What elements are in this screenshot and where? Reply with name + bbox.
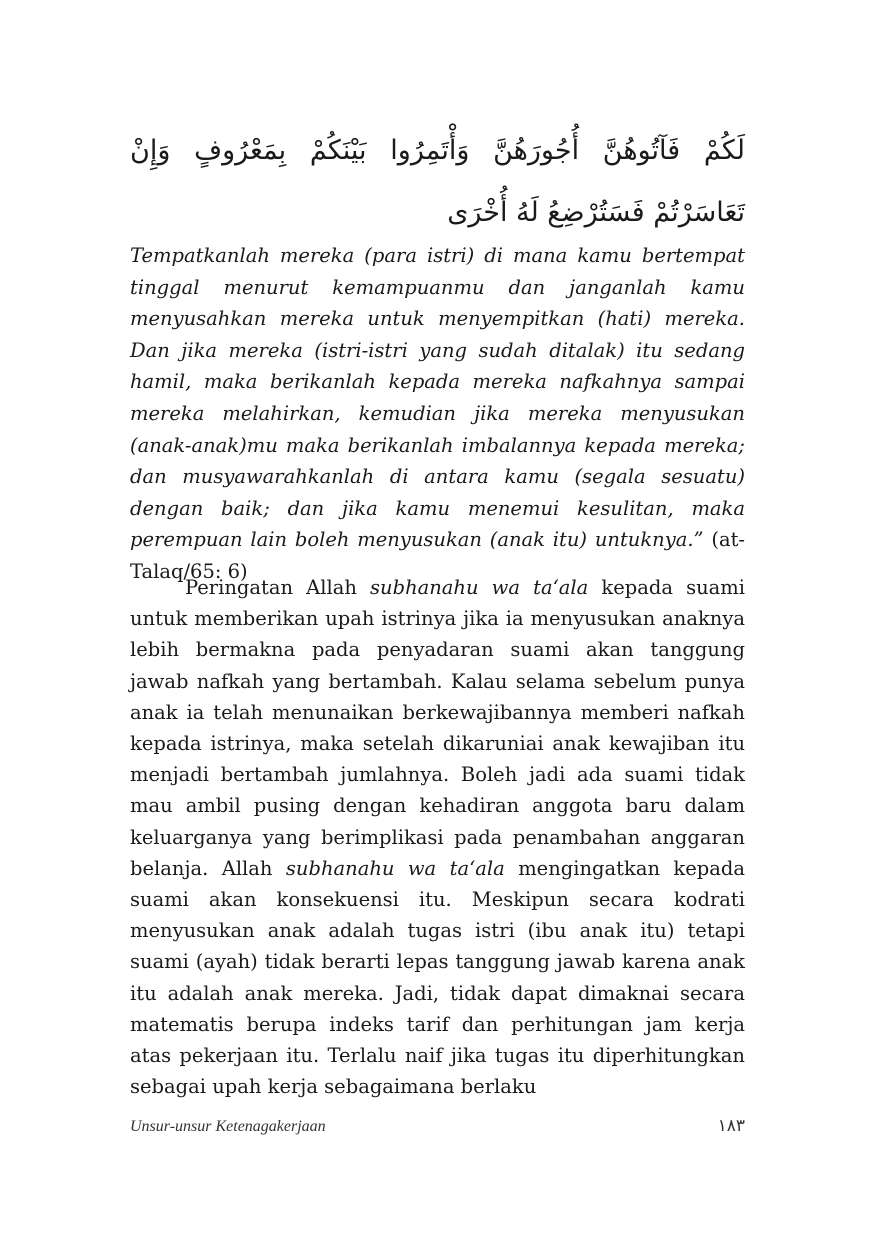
arabic-verse: لَكُمْ فَآتُوهُنَّ أُجُورَهُنَّ وَأْتَمِرُوا بَيْنَكُمْ بِمَعْرُوفٍ وَإِنْ تَعَاسَرْتُمْ فَسَتُرْضِعُ لَهُ أُخْرَى <box>130 135 745 228</box>
verse-translation <box>130 240 745 588</box>
paragraph-part-3: mengingatkan kepada suami akan konsekuensi itu. Meskipun secara kodrati menyusukan anak adalah tugas istri (ibu anak itu) tetapi suami (ayah) tidak berarti lepas tanggung jawab karena anak itu adalah anak mereka. Jadi, tidak dapat dimaknai secara matematis berupa indeks tarif dan perhitungan jam kerja atas pekerjaan itu. Terlalu naif jika tugas itu diperhitungkan sebagai upah kerja sebagaimana berlaku <box>130 856 745 1099</box>
paragraph-italic-1: subhanahu wa ta‘ala <box>370 576 589 599</box>
footer-book-title: Unsur-unsur Ketenagakerjaan <box>130 1118 326 1135</box>
paragraph-italic-2: subhanahu wa ta‘ala <box>285 856 505 880</box>
translation-citation: (at-Talaq/65: 6) <box>130 528 745 583</box>
page-footer <box>130 1118 745 1148</box>
body-paragraph <box>130 572 745 1102</box>
book-page <box>130 0 745 1240</box>
paragraph-part-1: Peringatan Allah <box>185 576 371 599</box>
footer-page-number: ١٨٣ <box>717 1116 745 1136</box>
translation-text: Tempatkanlah mereka (para istri) di mana kamu bertempat tinggal menurut kemampuanmu dan janganlah kamu menyusahkan mereka untuk menyempitkan (hati) mereka. Dan jika mereka (istri-istri yang sudah ditalak) itu sedang hamil, maka berikanlah kepada mereka nafkahnya sampai mereka melahirkan, kemudian jika mereka menyusukan (anak-anak)mu maka berikanlah imbalannya kepada mereka; dan musyawarahkanlah di antara kamu (segala sesuatu) dengan baik; dan jika kamu menemui kesulitan, maka perempuan lain boleh menyusukan (anak itu) untuknya.” <box>130 244 745 552</box>
paragraph-part-2: kepada suami untuk memberikan upah istrinya jika ia menyusukan anaknya lebih bermakna pada penyadaran suami akan tanggung jawab nafkah yang bertambah. Kalau selama sebelum punya anak ia telah menunaikan berkewajibannya memberi nafkah kepada istrinya, maka setelah dikaruniai anak kewajiban itu menjadi bertambah jumlahnya. Boleh jadi ada suami tidak mau ambil pusing dengan kehadiran anggota baru dalam keluarganya yang berimplikasi pada penambahan anggaran belanja. Allah <box>130 576 745 880</box>
